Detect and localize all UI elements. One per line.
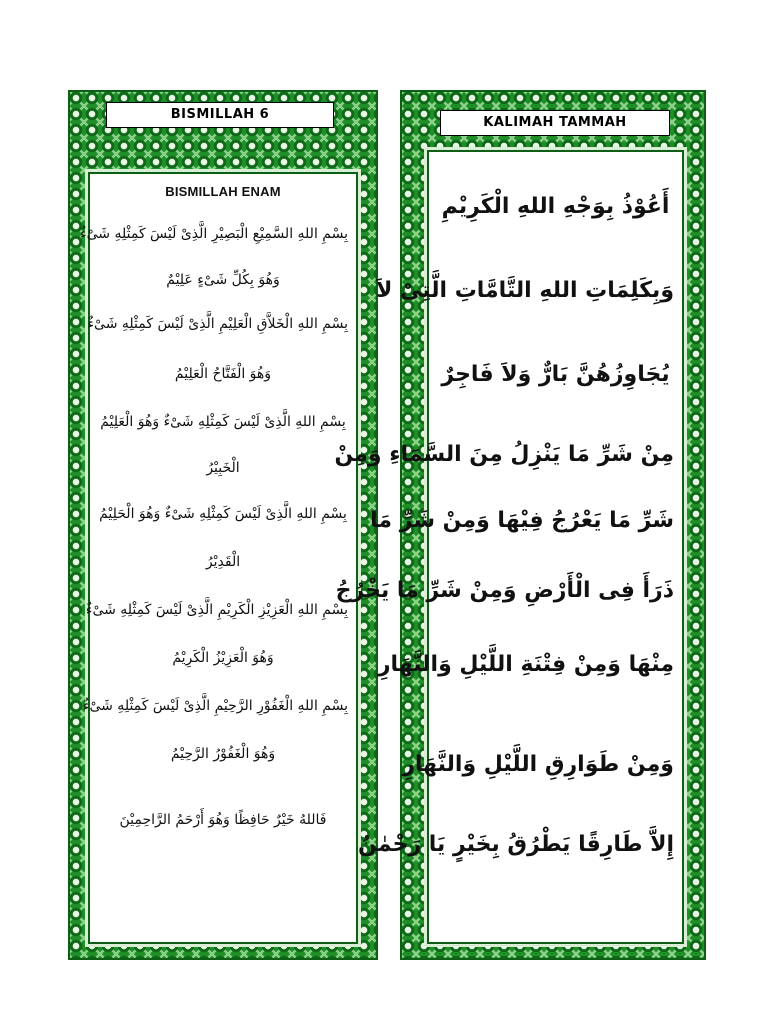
- arabic-line: الْقَدِيْرُ: [205, 554, 241, 570]
- card-title: BISMILLAH 6: [106, 102, 334, 128]
- arabic-line: بِسْمِ اللهِ السَّمِيْعِ الْبَصِيْرِ الَّذِىْ لَيْسَ كَمِثْلِهِ شَىْءٌ: [80, 226, 348, 242]
- arabic-line: بِسْمِ اللهِ الَّذِىْ لَيْسَ كَمِثْلِهِ شَىْءٌ وَهُوَ الْحَلِيْمُ: [99, 506, 347, 522]
- arabic-line: ذَرَأَ فِى الْأَرْضِ وَمِنْ شَرِّ مَا يَخْرُجُ: [335, 578, 674, 603]
- arabic-line: بِسْمِ اللهِ الْخَلاَّقِ الْعَلِيْمِ الَّذِىْ لَيْسَ كَمِثْلِهِ شَىْءٌ: [87, 316, 348, 332]
- arabic-line: مِنْهَا وَمِنْ فِتْنَةِ اللَّيْلِ وَالنَّهَارِ: [377, 652, 674, 677]
- bismillah-6-card: [68, 90, 378, 960]
- arabic-line: وَهُوَ الْغَفُوْرُ الرَّحِيْمُ: [170, 746, 276, 762]
- card-content: [334, 150, 684, 944]
- card-subtitle: BISMILLAH ENAM: [165, 184, 281, 199]
- arabic-line: إِلاَّ طَارِقًا يَطْرُقُ بِخَيْرٍ يَا رَحْمٰنُ: [358, 832, 674, 857]
- arabic-line: وَبِكَلِمَاتِ اللهِ التَّامَّاتِ الَّتِىْ لاَ: [375, 278, 674, 303]
- card-content: [80, 172, 358, 944]
- arabic-line: أَعُوْذُ بِوَجْهِ اللهِ الْكَرِيْمِ: [441, 194, 670, 219]
- arabic-line: فَاللهُ خَيْرٌ حَافِظًا وَهُوَ أَرْحَمُ الرَّاحِمِيْنَ: [119, 812, 327, 828]
- card-title: KALIMAH TAMMAH: [440, 110, 670, 136]
- arabic-line: وَهُوَ بِكُلِّ شَىْءٍ عَلِيْمٌ: [166, 272, 280, 288]
- arabic-line: بِسْمِ اللهِ الْعَزِيْزِ الْكَرِيْمِ الَّذِىْ لَيْسَ كَمِثْلِهِ شَىْءٌ: [85, 602, 348, 618]
- kalimah-tammah-card: [334, 90, 706, 960]
- arabic-line: شَرِّ مَا يَعْرُجُ فِيْهَا وَمِنْ شَرِّ مَا: [370, 508, 674, 533]
- arabic-line: الْخَبِيْرُ: [206, 460, 240, 476]
- arabic-line: وَهُوَ الْفَتَّاحُ الْعَلِيْمُ: [174, 366, 272, 382]
- arabic-line: بِسْمِ اللهِ الْغَفُوْرِ الرَّحِيْمِ الَّذِىْ لَيْسَ كَمِثْلِهِ شَىْءٌ: [82, 698, 348, 714]
- arabic-line: يُجَاوِزُهُنَّ بَارٌّ وَلاَ فَاجِرٌ: [441, 362, 670, 387]
- arabic-line: وَمِنْ طَوَارِقِ اللَّيْلِ وَالنَّهَارِ: [402, 752, 674, 777]
- arabic-line: بِسْمِ اللهِ الَّذِىْ لَيْسَ كَمِثْلِهِ شَىْءٌ وَهُوَ الْعَلِيْمُ: [100, 414, 346, 430]
- arabic-line: مِنْ شَرِّ مَا يَنْزِلُ مِنَ السَّمَاءِ وَمِنْ: [334, 442, 674, 467]
- arabic-line: وَهُوَ الْعَزِيْزُ الْكَرِيْمُ: [172, 650, 274, 666]
